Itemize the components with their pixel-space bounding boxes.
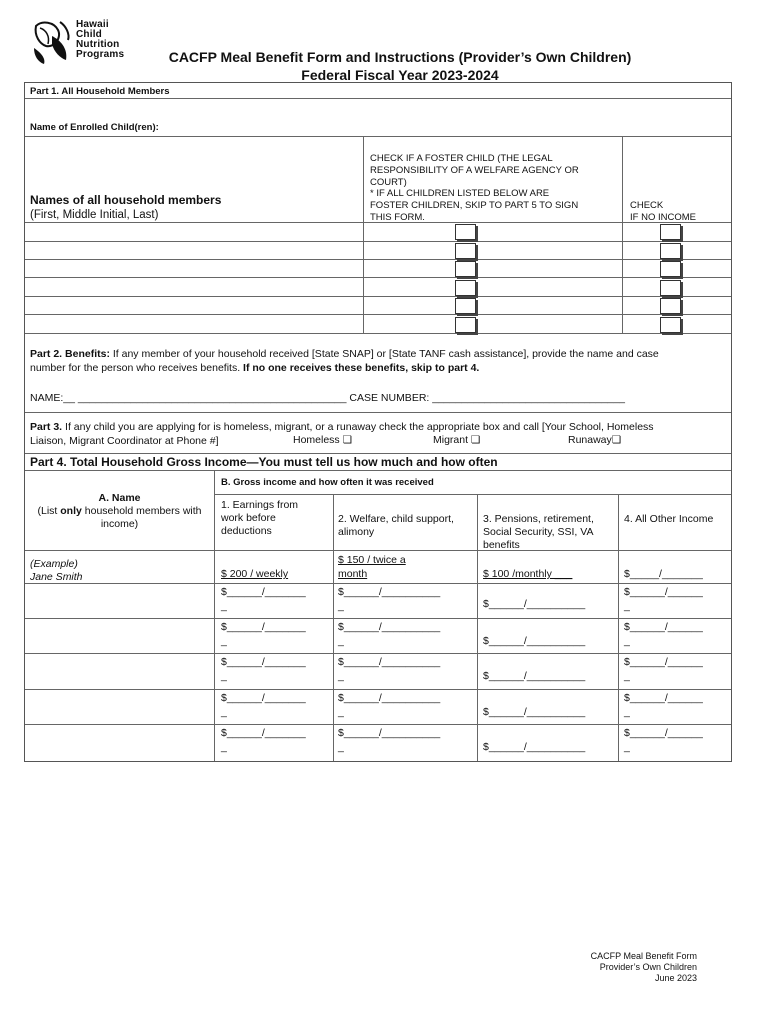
pensions-input[interactable]: $______/__________ — [483, 598, 586, 610]
case-number-line[interactable]: NAME:__ ______________________________________________ CASE NUMBER: _________________________________ — [30, 392, 625, 404]
no-income-checkbox[interactable] — [660, 280, 681, 296]
part2-benefits: Part 2. Benefits: If any member of your household received [State SNAP] or [State TANF cash assistance], provide the name and case number for the person who receives benefits. If no one receives these benefits, skip to part 4. — [30, 348, 659, 374]
foster-checkbox[interactable] — [455, 317, 476, 333]
pensions-input[interactable]: $______/__________ — [483, 741, 586, 753]
logo-text: Hawaii Child Nutrition Programs — [76, 19, 125, 60]
earnings-input[interactable]: $______/_______ _ — [221, 727, 306, 753]
hcnp-logo — [32, 18, 132, 64]
other-income-input[interactable]: $______/______ _ — [624, 692, 703, 718]
form-footer: CACFP Meal Benefit Form Provider’s Own Children June 2023 — [590, 951, 697, 983]
welfare-input[interactable]: $______/__________ _ — [338, 727, 441, 753]
earnings-input[interactable]: $______/_______ _ — [221, 692, 306, 718]
other-income-input[interactable]: $______/______ _ — [624, 727, 703, 753]
example-welfare: $ 150 / twice a month — [338, 554, 406, 580]
foster-checkbox[interactable] — [455, 261, 476, 277]
earnings-column-heading: 1. Earnings from work before deductions — [221, 499, 299, 537]
meal-benefit-form — [24, 82, 732, 762]
names-subheading: (First, Middle Initial, Last) — [30, 209, 159, 221]
part4-header: Part 4. Total Household Gross Income—You must tell us how much and how often — [30, 455, 498, 469]
name-column-heading: A. Name (List only household members with income) — [37, 492, 202, 530]
no-income-checkbox[interactable] — [660, 243, 681, 259]
migrant-checkbox[interactable]: Migrant ❏ — [433, 434, 481, 446]
foster-checkbox[interactable] — [455, 224, 476, 240]
gross-income-heading: B. Gross income and how often it was received — [221, 477, 434, 488]
other-income-input[interactable]: $______/______ _ — [624, 621, 703, 647]
logo-leaf-icon — [32, 18, 72, 64]
welfare-input[interactable]: $______/__________ _ — [338, 621, 441, 647]
no-income-checkbox[interactable] — [660, 224, 681, 240]
example-earnings: $ 200 / weekly — [221, 568, 289, 580]
part3-status: Part 3. If any child you are applying for is homeless, migrant, or a runaway check the appropriate box and call [Your School, Homeless Liaison, Migrant Coordinator at Phone #] — [30, 421, 654, 447]
other-income-input[interactable]: $______/______ _ — [624, 656, 703, 682]
pensions-input[interactable]: $______/__________ — [483, 670, 586, 682]
example-pensions: $ 100 /monthly ___ — [483, 568, 573, 580]
no-income-checkbox[interactable] — [660, 261, 681, 277]
pensions-column-heading: 3. Pensions, retirement, Social Security, SSI, VA benefits — [483, 513, 594, 551]
example-name: (Example) Jane Smith — [30, 558, 83, 583]
welfare-column-heading: 2. Welfare, child support, alimony — [338, 513, 454, 538]
other-income-column-heading: 4. All Other Income — [624, 513, 714, 525]
earnings-input[interactable]: $______/_______ _ — [221, 656, 306, 682]
no-income-checkbox[interactable] — [660, 298, 681, 314]
earnings-input[interactable]: $______/_______ _ — [221, 621, 306, 647]
names-heading: Names of all household members — [30, 193, 222, 207]
earnings-input[interactable]: $______/_______ _ — [221, 586, 306, 612]
page-title: CACFP Meal Benefit Form and Instructions (Provider’s Own Children) Federal Fiscal Year 2023-2024 — [168, 49, 632, 83]
part1-header: Part 1. All Household Members — [30, 86, 170, 97]
homeless-checkbox[interactable]: Homeless ❏ — [293, 434, 353, 446]
other-income-input[interactable]: $______/______ _ — [624, 586, 703, 612]
foster-checkbox[interactable] — [455, 280, 476, 296]
enrolled-children-label[interactable]: Name of Enrolled Child(ren): — [30, 122, 159, 133]
foster-child-instructions: CHECK IF A FOSTER CHILD (THE LEGAL RESPONSIBILITY OF A WELFARE AGENCY OR COURT) * IF ALL CHILDREN LISTED BELOW ARE FOSTER CHILDREN, SKIP TO PART 5 TO SIGN THIS FORM. — [370, 153, 579, 223]
no-income-checkbox[interactable] — [660, 317, 681, 333]
welfare-input[interactable]: $______/__________ _ — [338, 656, 441, 682]
example-other: $_____/_______ — [624, 568, 703, 580]
welfare-input[interactable]: $______/__________ _ — [338, 586, 441, 612]
no-income-heading: CHECK IF NO INCOME — [630, 200, 696, 223]
foster-checkbox[interactable] — [455, 298, 476, 314]
welfare-input[interactable]: $______/__________ _ — [338, 692, 441, 718]
foster-checkbox[interactable] — [455, 243, 476, 259]
pensions-input[interactable]: $______/__________ — [483, 706, 586, 718]
runaway-checkbox[interactable]: Runaway❏ — [568, 434, 622, 446]
pensions-input[interactable]: $______/__________ — [483, 635, 586, 647]
